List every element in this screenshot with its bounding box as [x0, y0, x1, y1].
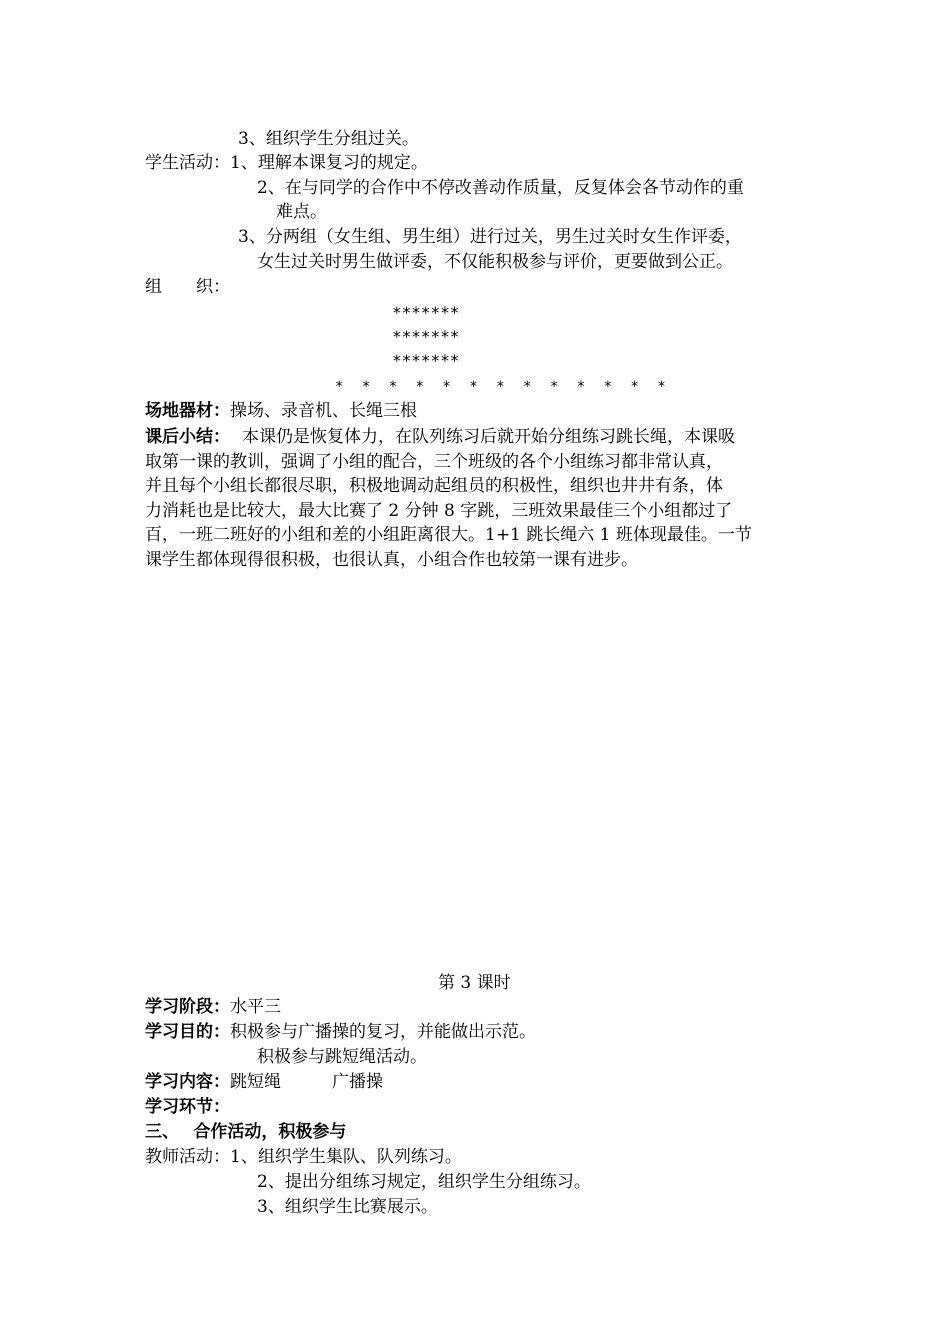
content-label: 学习内容：	[145, 1072, 230, 1092]
summary-text-5: 百，一班二班好的小组和差的小组距离很大。1+1 跳长绳六 1 班体现最佳。一节	[145, 525, 752, 545]
content-value: 跳短绳 广播操	[230, 1072, 383, 1092]
goal-label: 学习目的：	[145, 1022, 230, 1042]
steps-label: 学习环节：	[145, 1097, 230, 1117]
summary-label: 课后小结：	[145, 427, 230, 447]
teacher-step-3b: 3、组织学生比赛展示。	[257, 1197, 438, 1217]
student-activity-line-1	[145, 151, 428, 175]
formation-row-4: * * * * * * * * * * * * *	[335, 379, 671, 395]
teacher-activity-label: 教师活动：	[145, 1147, 230, 1167]
formation-row-2: *******	[392, 327, 460, 346]
teacher-step-3: 3、组织学生分组过关。	[238, 129, 419, 149]
summary-text-2: 取第一课的教训，强调了小组的配合，三个班级的各个小组练习都非常认真，	[145, 452, 723, 472]
formation-row-3: *******	[392, 351, 460, 370]
venue-line	[145, 399, 417, 423]
teacher-step-2: 2、提出分组练习规定，组织学生分组练习。	[257, 1172, 591, 1192]
goal-line-1	[145, 1020, 536, 1044]
goal-text-2: 积极参与跳短绳活动。	[257, 1047, 427, 1067]
summary-line-1	[145, 425, 735, 449]
organization-label: 组 织：	[145, 277, 230, 297]
summary-text-4: 力消耗也是比较大，最大比赛了 2 分钟 8 字跳，三班效果最佳三个小组都过了	[145, 501, 733, 521]
student-step-2: 2、在与同学的合作中不停改善动作质量，反复体会各节动作的重	[257, 178, 744, 198]
student-activity-label: 学生活动：	[145, 153, 230, 173]
student-step-3-cont: 女生过关时男生做评委，不仅能积极参与评价，更要做到公正。	[257, 252, 733, 272]
venue-value: 操场、录音机、长绳三根	[230, 401, 417, 421]
summary-text-3: 并且每个小组长都很尽职，积极地调动起组员的积极性，组织也井井有条，体	[145, 476, 723, 496]
stage-label: 学习阶段：	[145, 997, 230, 1017]
stage-value: 水平三	[230, 997, 281, 1017]
teacher-line-1	[145, 1145, 462, 1169]
stage-line	[145, 995, 281, 1019]
summary-text-1: 本课仍是恢复体力，在队列练习后就开始分组练习跳长绳，本课吸	[242, 427, 735, 447]
goal-text-1: 积极参与广播操的复习，并能做出示范。	[230, 1022, 536, 1042]
student-step-1: 1、理解本课复习的规定。	[230, 153, 428, 173]
venue-label: 场地器材：	[145, 401, 230, 421]
section-heading: 三、 合作活动，积极参与	[145, 1122, 347, 1142]
teacher-step-1: 1、组织学生集队、队列练习。	[230, 1147, 462, 1167]
lesson-title: 第 3 课时	[438, 973, 511, 993]
summary-text-6: 课学生都体现得很积极，也很认真，小组合作也较第一课有进步。	[145, 550, 638, 570]
content-line	[145, 1070, 383, 1094]
student-step-2-cont: 难点。	[276, 202, 327, 222]
formation-row-1: *******	[392, 303, 460, 322]
student-step-3: 3、分两组（女生组、男生组）进行过关，男生过关时女生作评委，	[238, 227, 742, 247]
